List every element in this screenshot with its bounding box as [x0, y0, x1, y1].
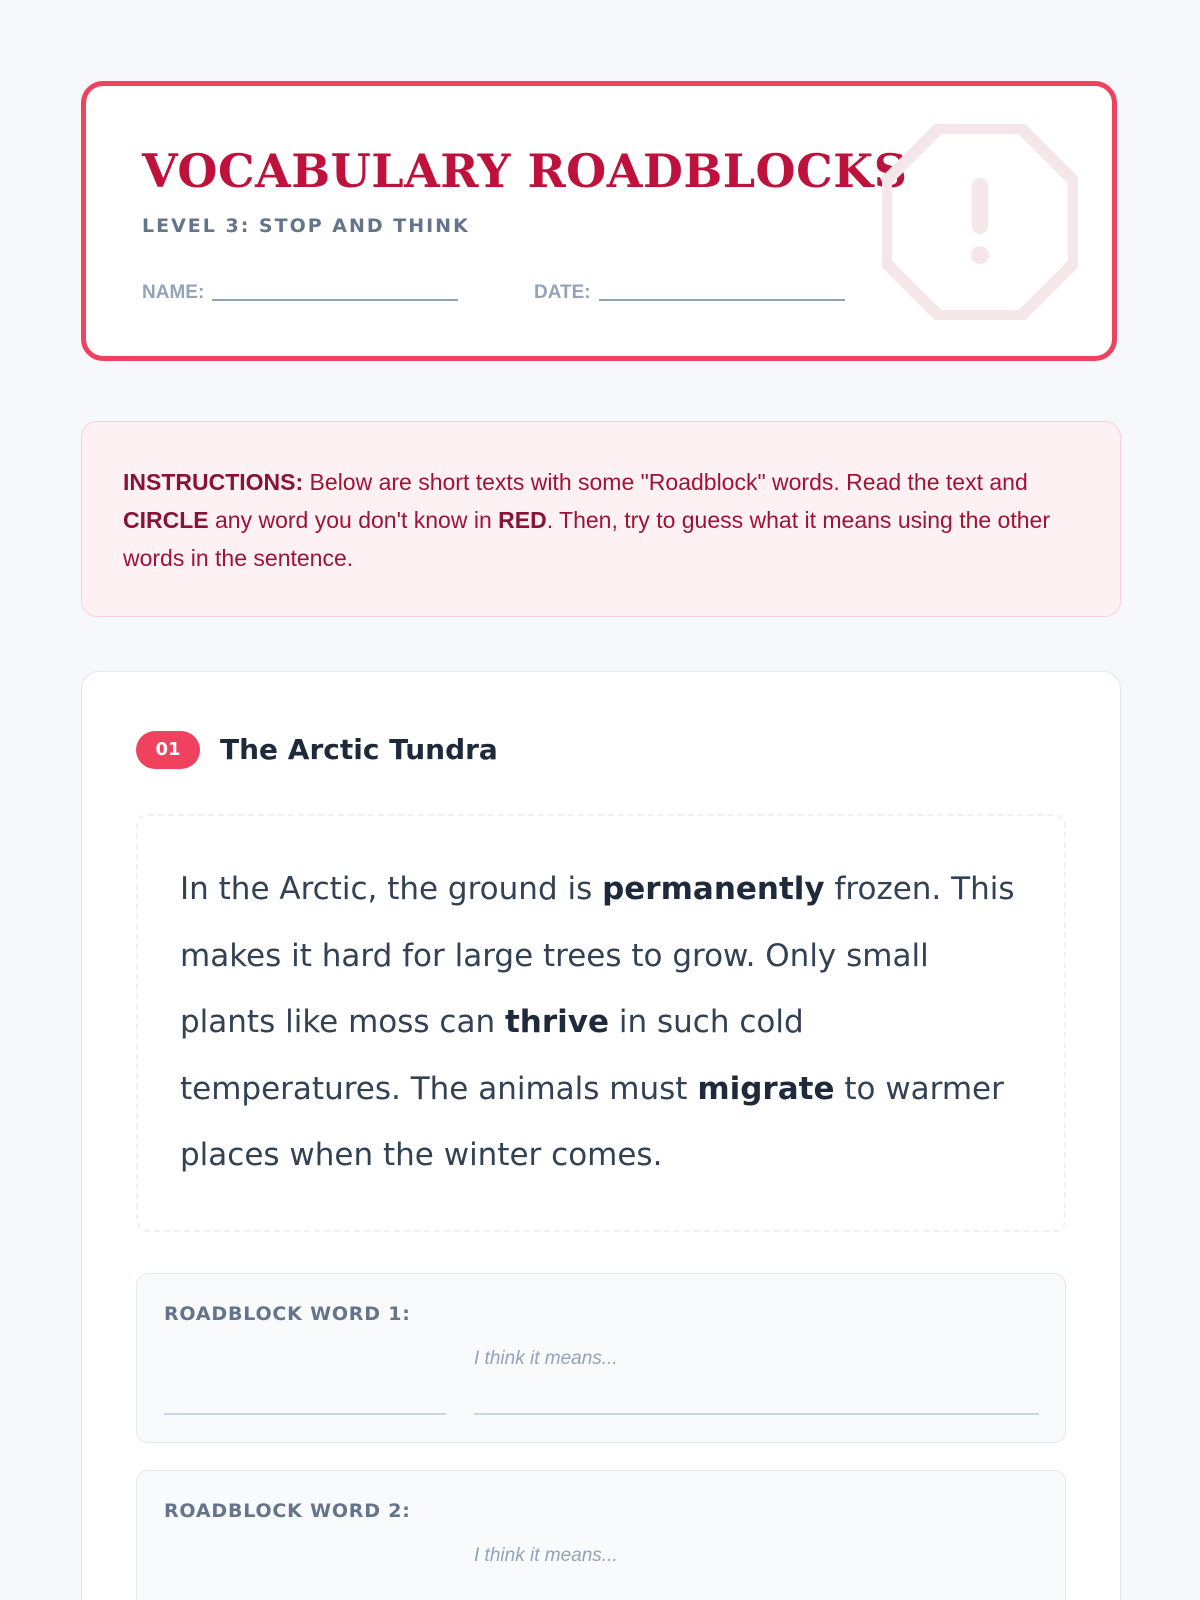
meaning-answer-line[interactable]	[474, 1413, 1039, 1415]
instructions-text-2: any word you don't know in	[208, 507, 499, 533]
exercise-title: The Arctic Tundra	[220, 733, 498, 766]
reading-passage	[136, 814, 1066, 1232]
exercise-number-badge: 01	[136, 731, 200, 769]
name-label: NAME:	[142, 282, 205, 303]
name-field[interactable]	[142, 282, 458, 304]
passage-text-4: to warmer places when the winter comes.	[180, 1070, 1004, 1173]
instructions-red-keyword: RED	[498, 507, 547, 533]
roadblock-word-box-1	[136, 1273, 1066, 1443]
roadblock-word-permanently[interactable]: permanently	[602, 871, 825, 907]
roadblock-word-box-2	[136, 1470, 1066, 1600]
passage-text-2: frozen. This makes it hard for large trees to grow. Only small plants like moss can	[180, 871, 1015, 1040]
roadblock-word-migrate[interactable]: migrate	[697, 1070, 835, 1107]
instructions-text-3: . Then, try to guess what it means using the other words in the sentence.	[123, 507, 1050, 571]
instructions-text-1: Below are short texts with some "Roadblock" words. Read the text and	[303, 469, 1028, 495]
exercise-card	[81, 671, 1121, 1600]
meaning-hint: I think it means...	[474, 1545, 618, 1566]
date-label: DATE:	[534, 282, 591, 303]
meaning-hint: I think it means...	[474, 1348, 618, 1369]
roadblock-word-label: ROADBLOCK WORD 1:	[164, 1303, 411, 1325]
instructions-box	[81, 421, 1121, 617]
roadblock-word-label: ROADBLOCK WORD 2:	[164, 1500, 411, 1522]
passage-text-1: In the Arctic, the ground is	[180, 871, 603, 907]
name-blank-line[interactable]	[212, 298, 458, 301]
passage-text-3: in such cold temperatures. The animals must	[180, 1004, 804, 1107]
stop-sign-exclamation-icon	[882, 124, 1078, 320]
instructions-circle-keyword: CIRCLE	[123, 507, 209, 533]
worksheet-header	[81, 81, 1117, 361]
roadblock-word-thrive[interactable]: thrive	[504, 1004, 610, 1040]
instructions-lead: INSTRUCTIONS:	[123, 469, 304, 495]
date-field[interactable]	[534, 282, 845, 304]
date-blank-line[interactable]	[599, 298, 845, 301]
worksheet-title: VOCABULARY ROADBLOCKS	[142, 144, 908, 198]
worksheet-subtitle: LEVEL 3: STOP AND THINK	[142, 215, 470, 237]
roadblock-word-answer-line[interactable]	[164, 1413, 446, 1415]
